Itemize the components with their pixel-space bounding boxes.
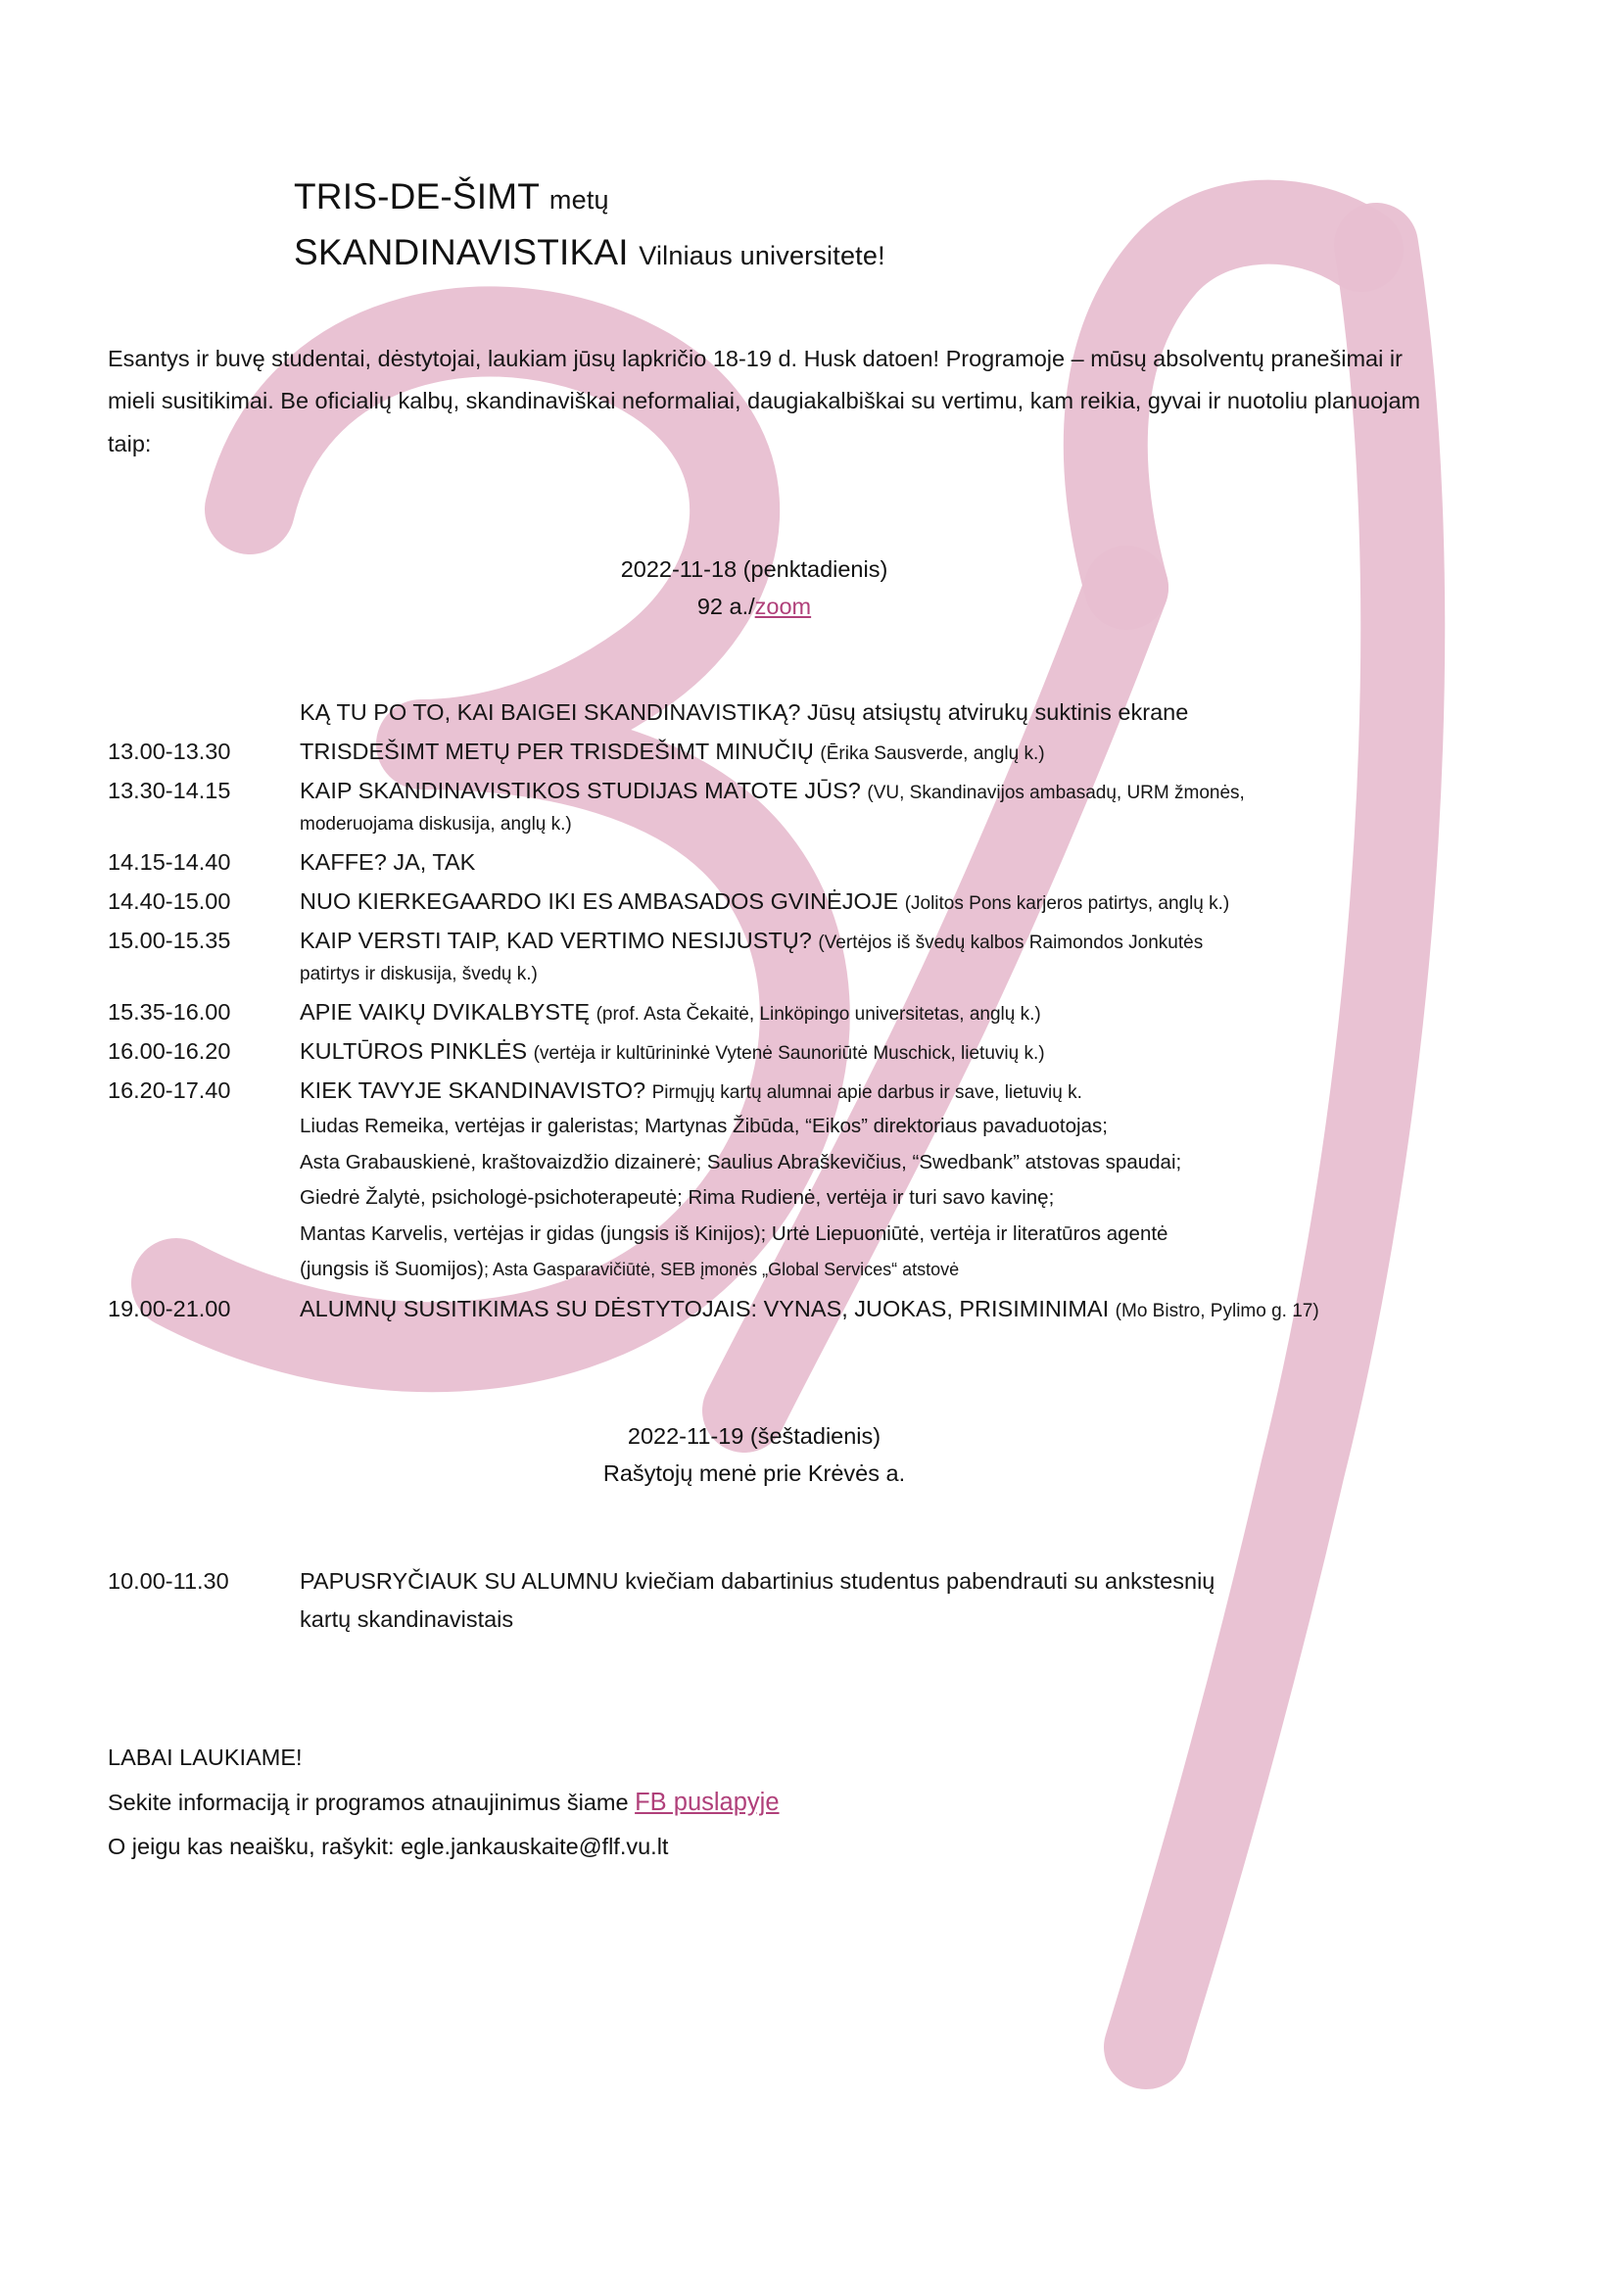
day2-place: Rašytojų menė prie Krėvės a. (602, 1459, 906, 1486)
row-description (300, 1290, 1518, 1327)
row-note: Pirmųjų kartų alumnai apie darbus ir save, lietuvių k. (651, 1082, 1082, 1104)
row-title: TRISDEŠIMT METŲ PER TRISDEŠIMT MINUČIŲ (300, 739, 814, 765)
row-people-line-last (300, 1252, 1499, 1287)
facebook-page-link[interactable]: FB puslapyje (635, 1788, 780, 1816)
row-note-continued: moderuojama diskusija, anglų k.) (300, 814, 572, 836)
row-people-last-b: ; Asta Gasparavičiūtė, SEB įmonės „Global Services“ atstovė (483, 1260, 960, 1280)
row-time: 10.00-11.30 (108, 1567, 229, 1594)
row-time: 13.30-14.15 (108, 778, 231, 804)
title-line-2-sub: Vilniaus universitete! (639, 241, 885, 271)
footer-line-3: O jeigu kas neaišku, rašykit: egle.jankauskaite@flf.vu.lt (108, 1833, 669, 1859)
row-people-last-a: (jungsis iš Suomijos) (300, 1258, 484, 1281)
row-note: (Ērika Sausverde, anglų k.) (820, 743, 1045, 765)
row-time: 14.15-14.40 (108, 849, 231, 876)
table-row (108, 772, 1518, 841)
title-line-2-main: SKANDINAVISTIKAI (294, 232, 629, 273)
title-line-2 (294, 224, 1518, 280)
row-title: KAIP VERSTI TAIP, KAD VERTIMO NESIJUSTŲ? (300, 928, 812, 954)
row-title: KIEK TAVYJE SKANDINAVISTO? (300, 1077, 646, 1104)
table-row (108, 694, 1518, 731)
intro-paragraph: Esantys ir buvę studentai, dėstytojai, laukiam jūsų lapkričio 18-19 d. Husk datoen! Programoje – mūsų absolventų pranešimai ir mieli susitikimai. Be oficialių kalbų, skandinaviškai neformaliai, daugiakalbiškai su vertimu, kam reikia, gyvai ir nuotoliu planuojam taip: (108, 345, 1421, 456)
day1-date: 2022-11-18 (penktadienis) (620, 556, 888, 583)
row-title-continued: kartų skandinavistais (300, 1605, 514, 1632)
row-description: KĄ TU PO TO, KAI BAIGEI SKANDINAVISTIKĄ? Jūsų atsiųstų atvirukų suktinis ekrane (300, 699, 1189, 726)
row-people-line: Liudas Remeika, vertėjas ir galeristas; Martynas Žibūda, “Eikos” direktoriaus pavaduotojas; (300, 1115, 1108, 1138)
row-title: KAIP SKANDINAVISTIKOS STUDIJAS MATOTE JŪS? (300, 778, 861, 804)
table-row (108, 883, 1518, 920)
row-time: 14.40-15.00 (108, 888, 231, 915)
row-people-line: Mantas Karvelis, vertėjas ir gidas (jungsis iš Kinijos); Urtė Liepuoniūtė, vertėja ir literatūros agentė (300, 1221, 1168, 1245)
row-description (300, 843, 1518, 881)
table-row (108, 993, 1518, 1030)
day1-schedule (108, 694, 1518, 1326)
row-note: (Jolitos Pons karjeros patirtys, anglų k.) (904, 893, 1230, 915)
row-title: NUO KIERKEGAARDO IKI ES AMBASADOS GVINĖJOJE (300, 888, 899, 915)
row-title: ALUMNŲ SUSITIKIMAS SU DĖSTYTOJAIS: VYNAS, JUOKAS, PRISIMINIMAI (300, 1295, 1110, 1321)
zoom-link[interactable]: zoom (754, 593, 812, 619)
row-description (300, 1032, 1518, 1070)
row-note: (Mo Bistro, Pylimo g. 17) (1115, 1300, 1319, 1321)
row-note-continued: patirtys ir diskusija, švedų k.) (300, 964, 538, 985)
footer-line-1: LABAI LAUKIAME! (108, 1745, 303, 1771)
page-title (294, 168, 1518, 281)
footer-line-2-text: Sekite informaciją ir programos atnaujinimus šiame (108, 1789, 636, 1815)
day2-date: 2022-11-19 (šeštadienis) (627, 1422, 881, 1449)
day1-heading (108, 551, 1518, 625)
row-description (300, 922, 1518, 991)
row-note: (prof. Asta Čekaitė, Linköpingo universitetas, anglų k.) (596, 1004, 1041, 1025)
row-title: KAFFE? JA, TAK (300, 849, 476, 876)
table-row (108, 733, 1518, 770)
table-row (108, 1032, 1518, 1070)
table-row (108, 922, 1518, 991)
row-note: (Vertėjos iš švedų kalbos Raimondos Jonkutės (818, 933, 1204, 954)
day1-place-prefix: 92 a./ (696, 593, 755, 619)
row-description (300, 1562, 1518, 1639)
day1-place (108, 589, 1401, 626)
row-time: 15.35-16.00 (108, 999, 231, 1025)
row-people-line: Giedrė Žalytė, psichologė-psichoterapeutė; Rima Rudienė, vertėja ir turi savo kavinę; (300, 1186, 1055, 1210)
row-title: APIE VAIKŲ DVIKALBYSTĘ (300, 999, 591, 1025)
row-note: (vertėja ir kultūrininkė Vytenė Saunoriūtė Muschick, lietuvių k.) (533, 1043, 1045, 1065)
row-description (300, 993, 1518, 1030)
day2-schedule (108, 1562, 1518, 1639)
title-line-1-sub: metų (548, 185, 609, 215)
row-description (300, 1072, 1518, 1287)
row-title: PAPUSRYČIAUK SU ALUMNU kviečiam dabartinius studentus pabendrauti su ankstesnių (300, 1567, 1215, 1594)
title-line-1 (294, 168, 1518, 224)
table-row (108, 1072, 1518, 1287)
row-title: KULTŪROS PINKLĖS (300, 1038, 528, 1065)
row-time: 15.00-15.35 (108, 928, 231, 954)
row-note: (VU, Skandinavijos ambasadų, URM žmonės, (867, 783, 1245, 804)
footer-block (108, 1737, 1518, 1868)
table-row (108, 1562, 1518, 1639)
row-people-line: Asta Grabauskienė, kraštovaizdžio dizainerė; Saulius Abraškevičius, “Swedbank” atstovas spaudai; (300, 1150, 1182, 1173)
row-time: 16.20-17.40 (108, 1077, 231, 1104)
title-line-1-main: TRIS-DE-ŠIMT (294, 176, 540, 216)
table-row (108, 843, 1518, 881)
footer-line-2 (108, 1780, 1518, 1826)
day2-heading (108, 1417, 1518, 1492)
row-description (300, 733, 1518, 770)
row-time: 19.00-21.00 (108, 1295, 231, 1321)
row-time: 16.00-16.20 (108, 1038, 231, 1065)
table-row (108, 1290, 1518, 1327)
poster-content (108, 0, 1518, 1868)
row-description (300, 883, 1518, 920)
row-description (300, 772, 1518, 841)
row-time: 13.00-13.30 (108, 739, 231, 765)
